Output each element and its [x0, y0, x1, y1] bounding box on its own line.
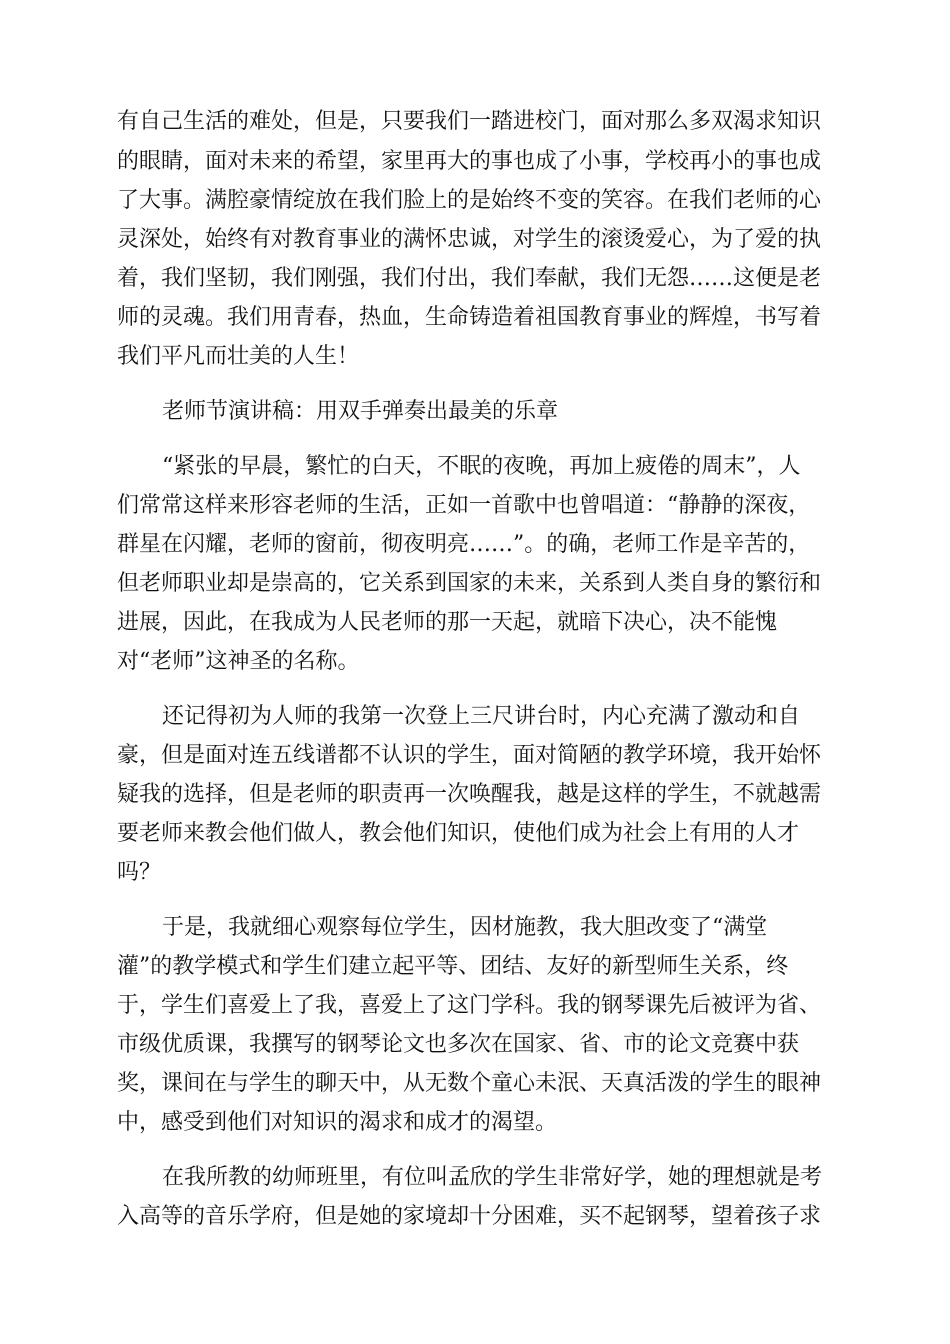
text-line: 对“老师”这神圣的名称。 — [117, 649, 360, 674]
text-line: 的眼睛，面对未来的希望，家里再大的事也成了小事，学校再小的事也成 — [117, 149, 822, 174]
text-line: 市级优质课，我撰写的钢琴论文也多次在国家、省、市的论文竞赛中获 — [117, 1032, 800, 1057]
text-line: 疑我的选择，但是老师的职责再一次唤醒我，越是这样的学生，不就越需 — [117, 782, 822, 807]
text-line: 进展，因此，在我成为人民老师的那一天起，就暗下决心，决不能愧 — [117, 610, 778, 635]
text-line: 豪，但是面对连五线谱都不认识的学生，面对简陋的教学环境，我开始怀 — [117, 743, 822, 768]
text-line: 师的灵魂。我们用青春，热血，生命铸造着祖国教育事业的辉煌，书写着 — [117, 305, 822, 330]
text-line: 在我所教的幼师班里，有位叫孟欣的学生非常好学，她的理想就是考 — [162, 1165, 823, 1190]
text-line: 要老师来教会他们做人，教会他们知识，使他们成为社会上有用的人才 — [117, 821, 800, 846]
text-line: 了大事。满腔豪情绽放在我们脸上的是始终不变的笑容。在我们老师的心 — [117, 188, 822, 213]
text-line: 们常常这样来形容老师的生活，正如一首歌中也曾唱道：“静静的深夜， — [117, 493, 811, 518]
text-line: 灵深处，始终有对教育事业的满怀忠诚，对学生的滚烫爱心，为了爱的执 — [117, 227, 822, 252]
text-line: 于是，我就细心观察每位学生，因材施教，我大胆改变了“满堂 — [162, 915, 768, 940]
text-line: 灌”的教学模式和学生们建立起平等、团结、友好的新型师生关系，终 — [117, 954, 789, 979]
text-line: 我们平凡而壮美的人生！ — [117, 344, 360, 369]
text-line: “紧张的早晨，繁忙的白天，不眠的夜晚，再加上疲倦的周末”，人 — [162, 454, 801, 479]
text-line: 群星在闪耀，老师的窗前，彻夜明亮……”。的确，老师工作是辛苦的， — [117, 532, 811, 557]
text-line: 还记得初为人师的我第一次登上三尺讲台时，内心充满了激动和自 — [162, 704, 801, 729]
text-line: 有自己生活的难处，但是，只要我们一踏进校门，面对那么多双渴求知识 — [117, 109, 822, 134]
text-line: 着，我们坚韧，我们刚强，我们付出，我们奉献，我们无怨……这便是老 — [117, 266, 822, 291]
text-line: 于，学生们喜爱上了我，喜爱上了这门学科。我的钢琴课先后被评为省、 — [117, 993, 822, 1018]
text-line: 奖，课间在与学生的聊天中，从无数个童心未泯、天真活泼的学生的眼神 — [117, 1071, 822, 1096]
text-line: 中，感受到他们对知识的渴求和成才的渴望。 — [117, 1110, 558, 1135]
text-line: 老师节演讲稿：用双手弹奏出最美的乐章 — [162, 399, 559, 424]
text-line: 入高等的音乐学府，但是她的家境却十分困难，买不起钢琴，望着孩子求 — [117, 1204, 822, 1229]
text-line: 吗？ — [117, 860, 162, 885]
text-line: 但老师职业却是崇高的，它关系到国家的未来，关系到人类自身的繁衍和 — [117, 571, 822, 596]
